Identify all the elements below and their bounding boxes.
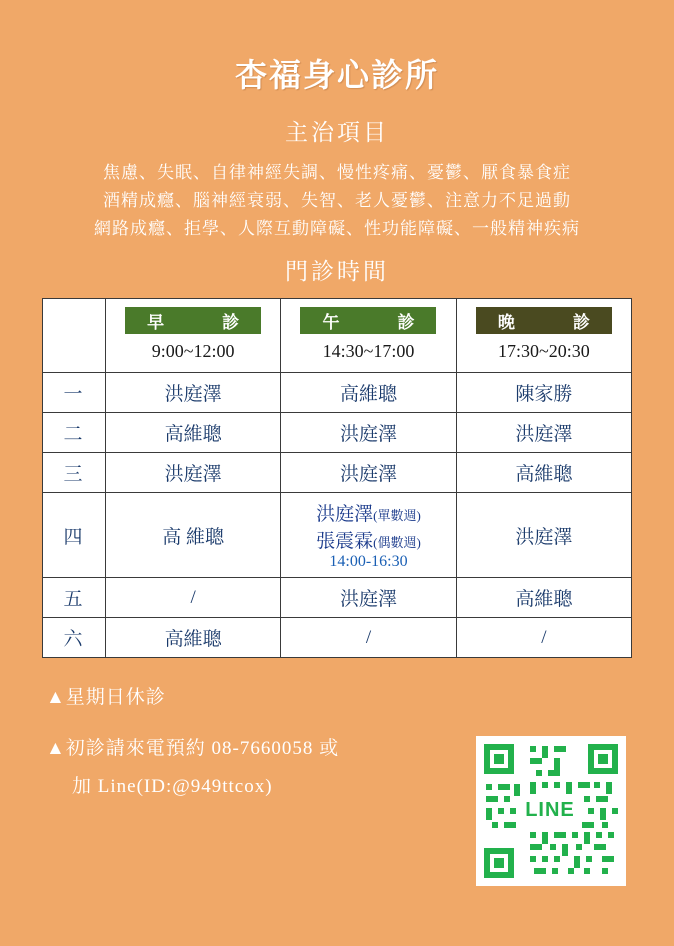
cell-noon: / <box>281 618 456 658</box>
cell-morning: / <box>106 578 281 618</box>
specialties-heading: 主治項目 <box>285 120 389 145</box>
specialties-line: 焦慮、失眠、自律神經失調、慢性疼痛、憂鬱、厭食暴食症 <box>103 163 571 182</box>
qr-line-label: LINE <box>518 796 582 824</box>
row-day-label: 五 <box>43 578 106 618</box>
qr-matrix <box>484 744 618 878</box>
cell-noon-name2: 張震霖 <box>316 531 374 553</box>
qr-finder-icon <box>588 744 618 774</box>
table-row <box>43 373 632 413</box>
table-row <box>43 453 632 493</box>
cell-noon: 高維聰 <box>281 373 456 413</box>
cell-noon-line2 <box>283 526 453 553</box>
row-day-label: 二 <box>43 413 106 453</box>
notes-block <box>0 684 426 802</box>
table-header-row <box>43 299 632 373</box>
cell-morning: 高維聰 <box>106 413 281 453</box>
cell-evening: 洪庭澤 <box>456 493 631 578</box>
cell-morning: 高 維聰 <box>106 493 281 578</box>
header-morning-time: 9:00~12:00 <box>151 341 235 362</box>
table-row <box>43 618 632 658</box>
cell-noon-time: 14:00-16:30 <box>329 553 408 571</box>
row-day-label: 六 <box>43 618 106 658</box>
specialties-list <box>0 159 674 243</box>
table-row <box>43 493 632 578</box>
specialties-line: 酒精成癮、腦神經衰弱、失智、老人憂鬱、注意力不足過動 <box>103 191 571 211</box>
cell-evening: 高維聰 <box>456 578 631 618</box>
note-booking-phone: ▲初診請來電預約 08-7660058 或 <box>46 737 340 759</box>
header-noon <box>281 299 456 373</box>
cell-noon: 洪庭澤 <box>281 578 456 618</box>
schedule-table <box>42 298 632 658</box>
cell-evening: 陳家勝 <box>456 373 631 413</box>
row-day-label: 三 <box>43 453 106 493</box>
cell-evening: 洪庭澤 <box>456 413 631 453</box>
line-qr-code[interactable] <box>476 736 626 886</box>
row-day-label: 四 <box>43 493 106 578</box>
header-morning <box>106 299 281 373</box>
page-title: 杏福身心診所 <box>234 57 439 93</box>
cell-noon-note1: (單數週) <box>373 508 421 524</box>
header-corner-cell <box>43 299 106 373</box>
cell-noon: 洪庭澤 <box>281 453 456 493</box>
cell-noon <box>281 493 456 578</box>
cell-evening: 高維聰 <box>456 453 631 493</box>
header-morning-band: 早 診 <box>125 307 261 334</box>
qr-finder-icon <box>484 744 514 774</box>
cell-noon-name1: 洪庭澤 <box>316 504 374 526</box>
cell-noon: 洪庭澤 <box>281 413 456 453</box>
table-row <box>43 413 632 453</box>
cell-noon-note2: (偶數週) <box>373 535 421 551</box>
header-evening-band: 晚 診 <box>476 307 612 334</box>
cell-noon-line1 <box>283 499 453 526</box>
cell-morning: 高維聰 <box>106 618 281 658</box>
specialties-line: 網路成癮、拒學、人際互動障礙、性功能障礙、一般精神疾病 <box>94 219 580 239</box>
schedule-heading: 門診時間 <box>285 259 389 285</box>
header-noon-time: 14:30~17:00 <box>322 341 415 362</box>
cell-evening: / <box>456 618 631 658</box>
cell-morning: 洪庭澤 <box>106 373 281 413</box>
header-noon-band: 午 診 <box>300 307 436 334</box>
header-evening-time: 17:30~20:30 <box>497 341 590 362</box>
note-line-id: 加 Line(ID:@949ttcox) <box>72 776 273 798</box>
row-day-label: 一 <box>43 373 106 413</box>
qr-finder-icon <box>484 848 514 878</box>
note-closed-sunday: ▲星期日休診 <box>46 687 166 709</box>
cell-morning: 洪庭澤 <box>106 453 281 493</box>
table-row <box>43 578 632 618</box>
header-evening <box>456 299 631 373</box>
